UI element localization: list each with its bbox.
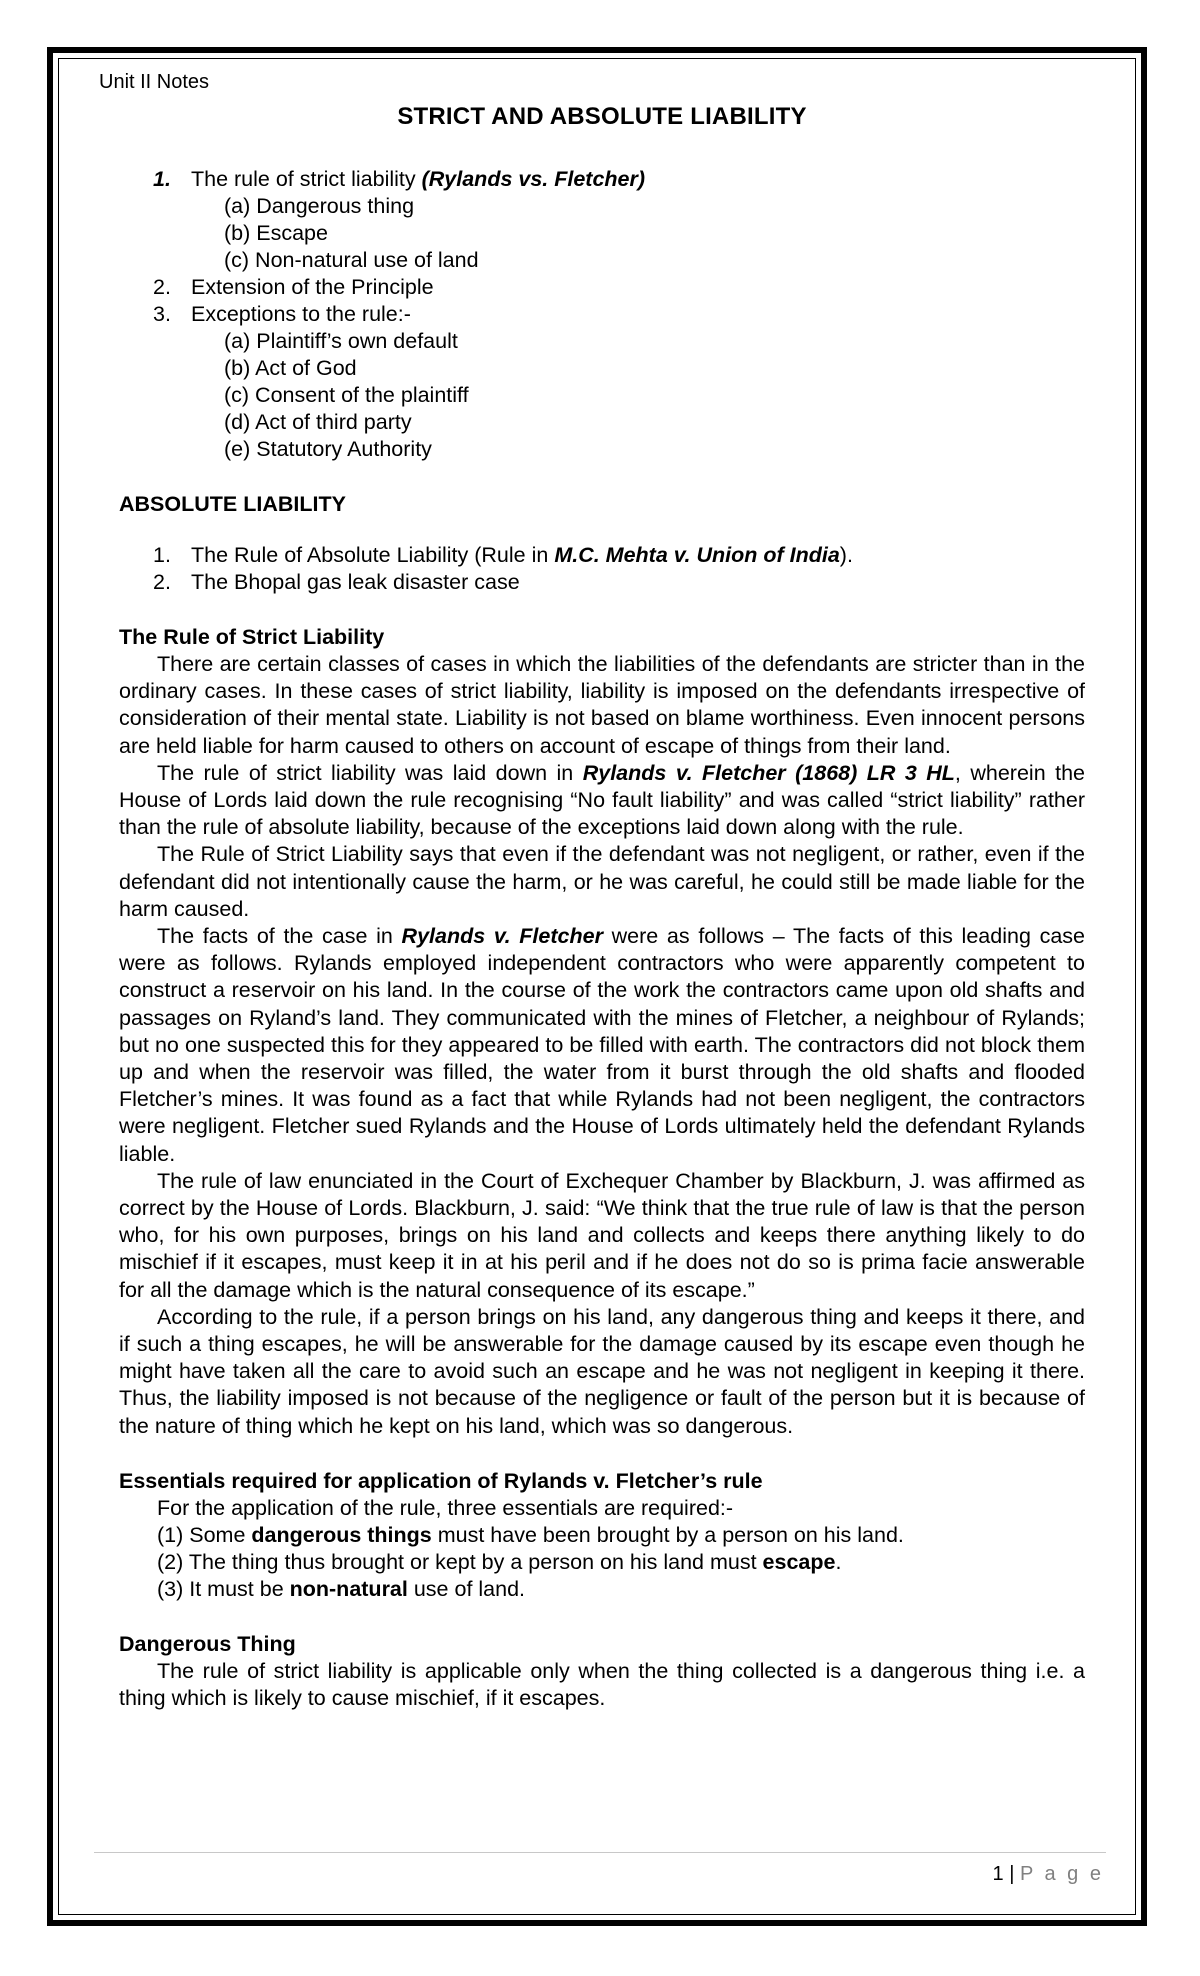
strict-p4-text-end: were as follows – The facts of this leading case were as follows. Rylands employed independent contractors who were apparently competent to construct a reservoir on his land. In the course of the work the contractors came upon old shafts and passages on Ryland’s land. They communicated with the mines of Fletcher, a neighbour of Rylands; but no one suspected this for they appeared to be filled with earth. The contractors did not block them up and when the reservoir was filled, the water from it burst through the old shafts and flooded Fletcher’s mines. It was found as a fact that while Rylands had not been negligent, the contractors were negligent. Fletcher sued Rylands and the House of Lords ultimately held the defendant Rylands liable. (119, 924, 1086, 1166)
essential-text: (1) Some (157, 1522, 252, 1547)
toc-subitem: (c) Consent of the plaintiff (224, 383, 469, 407)
strict-paragraph-2 (119, 760, 1085, 842)
toc-item-case: (Rylands vs. Fletcher) (421, 167, 646, 191)
toc-item-text: Extension of the Principle (191, 275, 434, 299)
strict-p2-case: Rylands v. Fletcher (1868) LR 3 HL (582, 760, 955, 785)
essential-item (119, 1522, 1085, 1549)
document-body (99, 70, 1086, 1712)
page-title: STRICT AND ABSOLUTE LIABILITY (397, 103, 807, 130)
toc-item (119, 301, 1085, 328)
absolute-item-number: 2. (153, 570, 171, 594)
strict-liability-heading: The Rule of Strict Liability (119, 625, 385, 649)
strict-p2-text: The rule of strict liability was laid down in (157, 760, 583, 785)
strict-p4-text: The facts of the case in (157, 924, 402, 949)
essential-bold: non-natural (289, 1576, 408, 1601)
strict-paragraph-5: The rule of law enunciated in the Court of Exchequer Chamber by Blackburn, J. was affirmed as correct by the House of Lords. Blackburn, J. said: “We think that the true rule of law is that the person who, for his own purposes, brings on his land and collects and keeps there anything likely to do mischief if it escapes, must keep it in at his peril and if he does not do so is prima facie answerable for all the damage which is the natural consequence of its escape.” (119, 1168, 1085, 1302)
dangerous-thing-paragraph: The rule of strict liability is applicable only when the thing collected is a dangerous thing i.e. a thing which is likely to cause mischief, if it escapes. (119, 1658, 1085, 1711)
essential-text-end: must have been brought by a person on his land. (431, 1522, 904, 1547)
essentials-intro: For the application of the rule, three essentials are required:- (157, 1495, 734, 1520)
toc-subitem: (c) Non-natural use of land (224, 248, 479, 272)
toc-subitem: (a) Plaintiff’s own default (224, 329, 458, 353)
toc-item-number: 1. (153, 167, 171, 191)
toc-item-number: 3. (153, 302, 171, 326)
toc-subitem: (b) Escape (224, 221, 328, 245)
strict-paragraph-1: There are certain classes of cases in which the liabilities of the defendants are stricter than in the ordinary cases. In these cases of strict liability, liability is imposed on the defendants irrespective of consideration of their mental state. Liability is not based on blame worthiness. Even innocent persons are held liable for harm caused to others on account of escape of things from their land. (119, 652, 1085, 758)
essential-bold: escape (762, 1549, 836, 1574)
essential-text: (3) It must be (157, 1576, 290, 1601)
footer-divider (94, 1852, 1106, 1853)
essential-text-end: . (835, 1549, 842, 1574)
strict-paragraph-4 (119, 923, 1085, 1168)
essential-text: (2) The thing thus brought or kept by a person on his land must (157, 1549, 763, 1574)
essential-item (119, 1549, 1085, 1576)
absolute-item-text: The Rule of Absolute Liability (Rule in (191, 543, 555, 567)
page-number-value: 1 (992, 1863, 1004, 1885)
absolute-item-text: The Bhopal gas leak disaster case (191, 570, 520, 594)
page-word: P a g e (1019, 1863, 1104, 1885)
toc-item-text: The rule of strict liability (191, 167, 422, 191)
toc-subitem: (d) Act of third party (224, 410, 412, 434)
toc-subitem: (a) Dangerous thing (224, 194, 415, 218)
page-number-separator: | (1003, 1863, 1020, 1885)
header-note: Unit II Notes (99, 71, 210, 93)
essential-item (119, 1576, 1085, 1603)
absolute-item (119, 569, 1085, 596)
essentials-heading: Essentials required for application of Rylands v. Fletcher’s rule (119, 1468, 763, 1493)
toc-item-number: 2. (153, 275, 171, 299)
toc-item (119, 166, 1085, 193)
absolute-item-case: M.C. Mehta v. Union of India (554, 543, 840, 567)
absolute-item (119, 542, 1085, 569)
absolute-list (119, 542, 1085, 596)
toc-item-text: Exceptions to the rule:- (191, 302, 411, 326)
essential-text-end: use of land. (407, 1576, 526, 1601)
absolute-item-text-end: ). (839, 543, 853, 567)
toc-subitem: (e) Statutory Authority (224, 437, 432, 461)
strict-paragraph-3: The Rule of Strict Liability says that even if the defendant was not negligent, or rather, even if the defendant did not intentionally cause the harm, or he was careful, he could still be made liable for the harm caused. (119, 842, 1085, 921)
page-number (993, 1862, 1104, 1886)
toc-item (119, 274, 1085, 301)
essential-bold: dangerous things (251, 1522, 432, 1547)
absolute-liability-heading: ABSOLUTE LIABILITY (119, 492, 346, 516)
absolute-item-number: 1. (153, 543, 171, 567)
strict-p4-case: Rylands v. Fletcher (401, 924, 603, 949)
toc-list (119, 166, 1085, 463)
dangerous-thing-heading: Dangerous Thing (119, 1631, 296, 1656)
toc-subitem: (b) Act of God (224, 356, 357, 380)
strict-p2-text-end: , wherein the House of Lords laid down the rule recognising “No fault liability” and was called “strict liability” rather than the rule of absolute liability, because of the exceptions laid down along with the rule. (119, 760, 1085, 840)
strict-paragraph-6: According to the rule, if a person brings on his land, any dangerous thing and keeps it there, and if such a thing escapes, he will be answerable for the damage caused by its escape even though he might have taken all the care to avoid such an escape and he was not negligent in keeping it there. Thus, the liability imposed is not because of the negligence or fault of the person but it is because of the nature of thing which he kept on his land, which was so dangerous. (119, 1304, 1085, 1438)
